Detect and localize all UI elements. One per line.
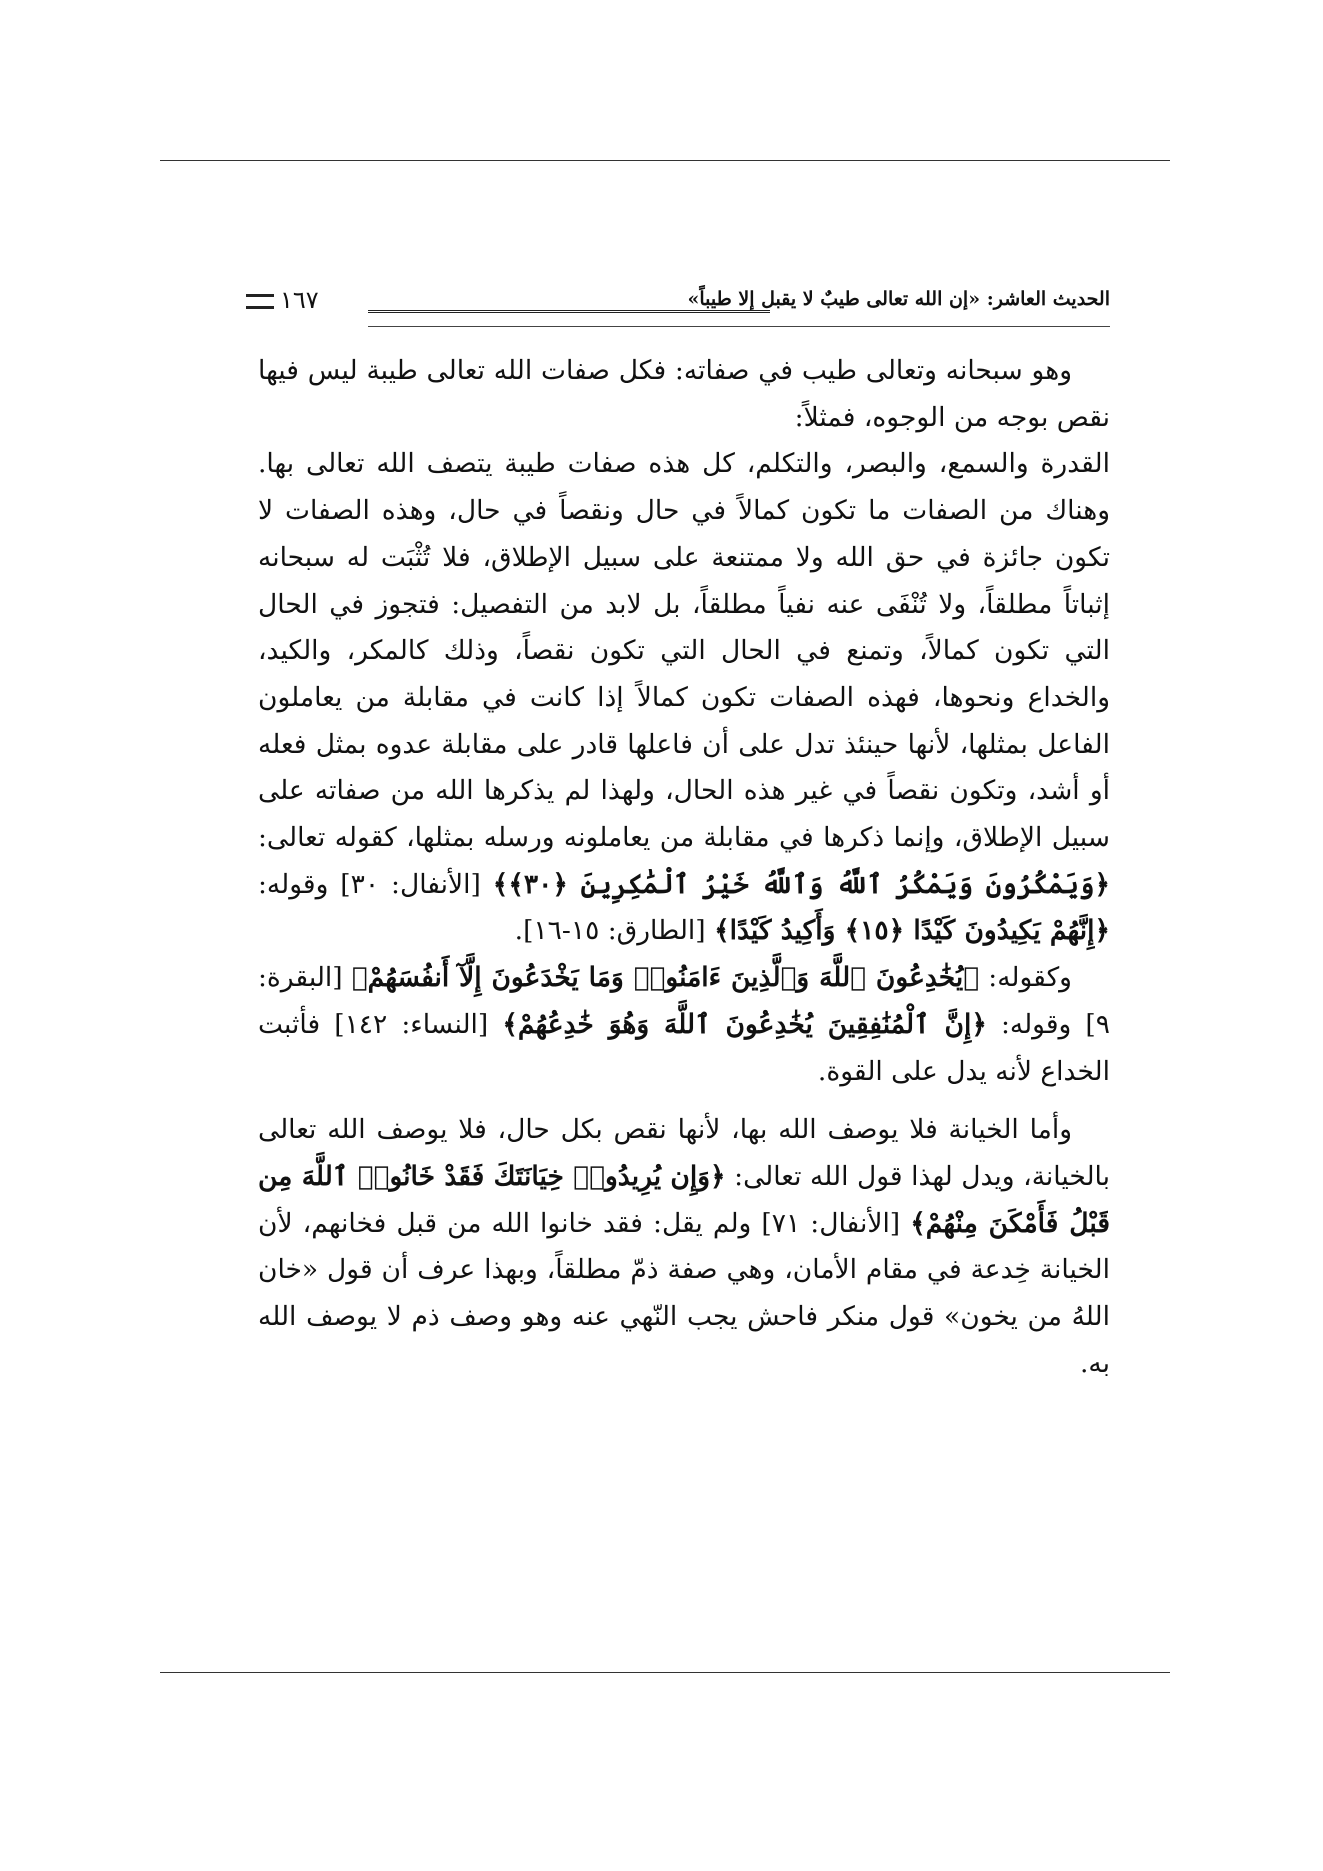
paragraph: وهو سبحانه وتعالى طيب في صفاته: فكل صفات الله تعالى طيبة ليس فيها نقص بوجه من الوجوه، فمثلاً:	[258, 355, 1110, 433]
paragraph-text: وكقوله:	[988, 962, 1072, 994]
page-body	[258, 348, 1110, 1387]
quran-verse: ﴿يُخَٰدِعُونَ ٱللَّهَ وَٱلَّذِينَ ءَامَنُوا۟ وَمَا يَخْدَعُونَ إِلَّآ أَنفُسَهُمْ﴾	[351, 962, 980, 994]
verse-citation: [البقرة: ٩] وقوله:	[258, 962, 1110, 1040]
paragraph-text: القدرة والسمع، والبصر، والتكلم، كل هذه صفات طيبة يتصف الله تعالى بها. وهناك من الصفات ما تكون كمالاً في حال ونقصاً في حال، وهذه الصفات لا تكون جائزة في حق الله ولا ممتنعة على سبيل الإطلاق، فلا تُثْبَت له سبحانه إثباتاً مطلقاً، ولا تُنْفَى عنه نفياً مطلقاً، بل لابد من التفصيل: فتجوز في الحال التي تكون كمالاً، وتمنع في الحال التي تكون نقصاً، وذلك كالمكر، والكيد، والخداع ونحوها، فهذه الصفات تكون كمالاً إذا كانت في مقابلة من يعاملون الفاعل بمثلها، لأنها حينئذ تدل على أن فاعلها قادر على مقابلة عدوه بمثل فعله أو أشد، وتكون نقصاً في غير هذه الحال، ولهذا لم يذكرها الله من صفاته على سبيل الإطلاق، وإنما ذكرها في مقابلة من يعاملونه ورسله بمثلها، كقوله تعالى:	[258, 448, 1111, 854]
running-title: الحديث العاشر: «إن الله تعالى طيبٌ لا يقبل إلا طيباً»	[687, 288, 1110, 310]
quran-verse: ﴿وَإِن يُرِيدُوا۟ خِيَانَتَكَ فَقَدْ خَانُوا۟ ٱللَّهَ مِن قَبْلُ فَأَمْكَنَ مِنْهُمْ﴾	[258, 1160, 1110, 1239]
header-underline	[368, 326, 1110, 327]
bottom-border-rule	[160, 1672, 1170, 1673]
paragraph	[258, 441, 1110, 955]
top-border-rule	[160, 160, 1170, 161]
page-number: ١٦٧	[280, 286, 319, 314]
quran-verse: ﴿إِنَّ ٱلْمُنَٰفِقِينَ يُخَٰدِعُونَ ٱللَّهَ وَهُوَ خَٰدِعُهُمْ﴾	[502, 1008, 987, 1040]
verse-citation: [النساء: ١٤٢] فأثبت الخداع لأنه يدل على القوة.	[258, 1008, 1110, 1087]
paragraph-text: وأما الخيانة فلا يوصف الله بها، لأنها نقص بكل حال، فلا يوصف الله تعالى بالخيانة، ويدل لهذا قول الله تعالى:	[258, 1114, 1110, 1192]
paragraph	[258, 955, 1110, 1095]
header-ornament-line	[368, 310, 770, 313]
verse-citation: [الطارق: ١٥-١٦].	[514, 915, 706, 947]
verse-citation: [الأنفال: ٧١] ولم يقل: فقد خانوا الله من قبل فخانهم، لأن الخيانة خِدعة في مقام الأمان، وهي صفة ذمّ مطلقاً، وبهذا عرف أن قول «خان اللهُ من يخون» قول منكر فاحش يجب النّهي عنه وهو وصف ذم لا يوصف الله به.	[258, 1207, 1110, 1379]
page-number-ornament	[246, 294, 274, 309]
running-header	[260, 286, 1110, 326]
quran-verse: ﴿إِنَّهُمْ يَكِيدُونَ كَيْدًا ﴿١٥﴾ وَأَكِيدُ كَيْدًا﴾	[714, 915, 1110, 947]
paragraph	[258, 1107, 1110, 1387]
quran-verse: ﴿وَيَمْكُرُونَ وَيَمْكُرُ ٱللَّهُ وَٱللَّهُ خَيْرُ ٱلْمَٰكِرِينَ ﴿٣٠﴾﴾	[492, 868, 1110, 900]
verse-citation: [الأنفال: ٣٠] وقوله:	[258, 868, 481, 900]
